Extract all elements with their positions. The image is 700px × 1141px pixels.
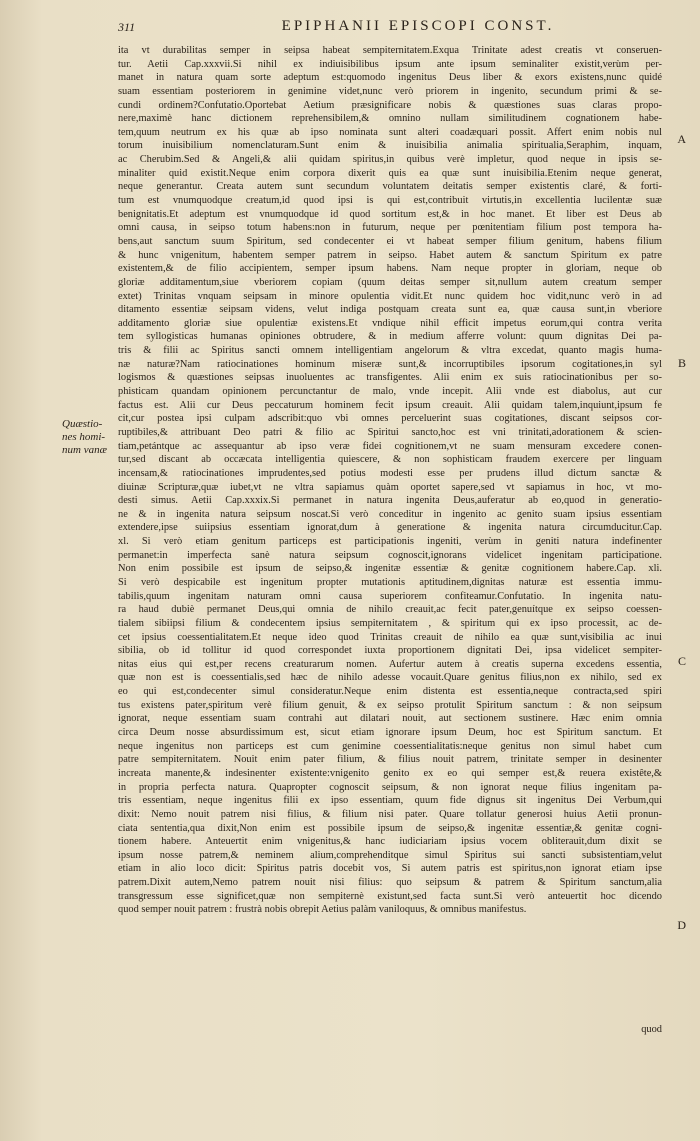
section-letter-a: A [677, 132, 686, 146]
text-line: transgressum esse significet,quæ non sempiternè existunt,sed facta sunt.Si verò anteuertit hoc dicendo [118, 890, 662, 902]
text-line: dixit: Nemo nouit patrem nisi filius, & filium nisi pater. Quare tollatur generosi huius Aetii pronun- [118, 808, 662, 820]
section-letter-c: C [677, 654, 686, 668]
text-line: sibilia, ob id tollitur id quod correspondet iuxta proportionem dignitati Dei, ipsa videlicet sempiter- [118, 645, 662, 657]
text-line: extendere,ipse suiipsius essentiam ignorat,dum à generatione & ingenita natura circumducitur.Cap. [118, 522, 662, 534]
text-line: logismos & quæstiones seipsas inuoluentes ac transfigentes. Alii enim ex suis ratiocinationibus per so- [118, 372, 662, 384]
text-line: quæ non est is coessentialis,sed hæc de nihilo adesse vocauit.Quare genitus filius,non ex nihilo, sed ex [118, 672, 662, 684]
text-line: existentem,& de filio accipientem, semper ipsum habens. Nam neque propter in gloriam, neque ob [118, 263, 662, 275]
section-letter-b: B [677, 356, 686, 370]
text-line: ita vt durabilitas semper in seipsa habeat sempiternitatem.Exqua Trinitate adest creatis vt conseruen- [118, 45, 662, 56]
text-line: ne & in ingenita natura seipsum noscat.Si verò conceditur in ingenito ac genito suam ipsius essentiam [118, 508, 662, 520]
text-line: Si verò despicabile est ingenitum propter mutationis aptitudinem,dignitas naturæ est essentia immu- [118, 576, 662, 588]
text-line: neque generantur. Creata autem sunt secundum voluntatem deitatis semper existentis claré, & forti- [118, 181, 662, 193]
text-line: tem,quum neutrum ex his quæ ab ipso nominata sunt alteri coadæquari possit. Affert enim nobis nul [118, 126, 662, 138]
text-line: desti simus. Aetii Cap.xxxix.Si permanet in natura ingenita Deus,auferatur ab eo,quod in generatio- [118, 495, 662, 507]
text-line: quod semper nouit patrem : frustrà nobis obrepit Aetius palàm vaniloquus, & omnibus manifestus. [118, 904, 527, 916]
text-line: patrem.Dixit autem,Nemo patrem nouit nisi filius: quo seipsum & patrem & Spiritum sanctum,alia [118, 877, 662, 889]
folio-number: 311 [118, 20, 136, 34]
text-line: circa Deum nosse absurdissimum est, sicut etiam ignorare ipsum Deum, hoc est Spiritum sanctum. Et [118, 727, 662, 739]
text-line: cet ipsius coessentialitatem.Et neque ideo quod Trinitas creauit de nihilo ea quæ sunt,visibilia ac inui [118, 631, 662, 643]
running-head: EPIPHANII EPISCOPI CONST. [281, 18, 555, 34]
text-line: extet) Trinitas vnquam seipsam in minore opulentia vidit.Et nunc quidem hoc vidit,nunc verò in ad [118, 290, 662, 302]
text-line: eo qui est,condecenter simul consideratur.Neque enim distenta est essentia,neque contracta,sed spiri [118, 686, 662, 698]
text-line: phisticam quandam opinionem percunctantur de malo, vnde incepit. Alii vnde est diabolus, aut cur [118, 386, 662, 398]
text-line: incensam,& ratiocinationes imprudentes,sed potius modesti esse per prudens illud dictum sanctæ & [118, 467, 662, 479]
text-line: ditamento essentiæ seipsam videns, velut indiga postquam creata sunt ea, quæ causa sunt,in vberiore [118, 304, 662, 316]
text-line: bens,aut sanctum suum Spiritum, sed condecenter ei vt habeat semper filium genitum, habens filium [118, 235, 662, 247]
text-line: minaliter quid existit.Neque enim corpora dixerit quis ea quæ sunt inuisibilia.Etenim neque generat, [118, 167, 662, 179]
text-line: patre sempiternitatem. Nouit enim pater filium, & filius nouit patrem, trinitate semper in desinenter [118, 754, 662, 766]
page-header [118, 18, 678, 40]
margin-note-line: Quæstio- [62, 418, 103, 430]
text-line: ipsum nosse patrem,& neminem alium,comprehenditque simul Spiritus sui sancti subsistentiam,velut [118, 849, 662, 861]
text-line: omni causa, in seipso totum habens:non in futurum, neque per pœnitentiam filium post tempora ha- [118, 222, 662, 234]
text-line: ciata sententia,qua dixit,Non enim est possibile ipsum de seipso,& ingenitæ essentiæ,& genitæ cogni- [118, 822, 662, 834]
text-line: tris & filii ac Spiritus sancti omnem intelligentiam angelorum & vltra excedat, quanto magis huma- [118, 345, 662, 357]
text-line: nitas eius qui est,per recens creaturarum nomen. Aufertur autem à creatis superna excedens essentia, [118, 658, 662, 670]
text-line: increata manente,& indesinenter existente:vnigenito genito ex eo qui semper est,& reuera existête,& [118, 767, 662, 779]
text-line: tem syllogisticas humanas opiniones obtrudere, & in medium afferre volunt: quum dignitas Dei pa- [118, 331, 662, 343]
text-line: tur. Aetii Cap.xxxvii.Si nihil ex indiuisibilibus ipsum ante ipsum seminaliter existit,verùm per- [118, 58, 662, 70]
text-line: suam essentiam posteriorem in genimine videt,nunc verò priorem in ingenito, secundum primi & se- [118, 85, 662, 97]
margin-note-line: nes homi- [62, 431, 106, 443]
text-line: tionem habere. Anteuertit enim vnigenitus,& hanc iudiciariam ipsius vocem obliterauit,dum dixit se [118, 836, 662, 848]
text-line: cit,cur postea ipsi culpam adscribit:quo vbi omnes perceluerint suas cogitationes, discant seipsos cor- [118, 413, 662, 425]
text-line: & hunc vnigenitum, habentem semper patrem in seipso. Habet autem & sanctum Spiritum ex patre [118, 249, 662, 261]
text-line: tus existens pater,spiritum verè filium genuit, & ex seipso protulit Spiritum sanctum : & non seipsum [118, 699, 662, 711]
text-line: permanet:in imperfecta sanè natura seipsum cognoscit,ignorans videlicet ingenitam participatione. [118, 549, 662, 561]
text-line: næ naturæ?Nam ratiocinationes hominum miseræ sunt,& incorruptibiles ipsorum cogitationes,in syl [118, 358, 662, 370]
text-line: factus est. Alii cur Deus peccaturum hominem fecit ipsum creauit. Alii quidam talem,inquiunt,ipsum fe [118, 399, 662, 411]
catchword: quod [641, 1024, 662, 1035]
margin-note-line: num vanæ [62, 444, 107, 456]
text-line: in propria perfecta natura. Quapropter cognoscit seipsum, & non ignorat neque filius ingenitam pa- [118, 781, 662, 793]
text-line: gloriæ additamentum,siue vberiorem copiam (quum deitas semper sit,nullum autem creatum semper [118, 276, 662, 288]
text-line: tialem sibiipsi filium & condecentem ipsius sempiternitatem , & spiritum qui ex ipso processit, ac de- [118, 617, 662, 629]
text-line: Non enim possibile est ipsum de seipso,& ingenitæ essentiæ & genitæ cognitionem habere.Cap. xli. [118, 563, 662, 575]
text-line: ruptibiles,& attribuant Deo patri & filio ac Spiritui sancto,hoc est vni trinitati,adorationem & scien- [118, 426, 662, 438]
text-line: torum inuisibilium nomenclaturam.Sunt enim & inuisibilia animalia spiritualia,Seraphim, inquam, [118, 140, 662, 152]
text-line: cundi ordinem?Confutatio.Oportebat Aetium præsignificare nobis & quæstiones suas claras propo- [118, 99, 662, 111]
text-line: tum est vnumquodque creatum,id quod ipsi is qui est,contribuit virtutis,in excellentia lucilentæ suæ [118, 195, 662, 207]
text-line: etiam in alio loco dicit: Spiritus patris docebit vos, Si autem patris est spiritus,non ignorat etiam ipse [118, 863, 662, 875]
text-line: tabilis,quum ingenitam naturam omni causa superiorem confiteamur.Confutatio. In ingenita natu- [118, 590, 662, 602]
text-line: manet in natura quam sorte adeptum est:quomodo ingenitus Deus liber & exors existens,nunc quidé [118, 72, 662, 84]
text-line: ignorat, neque essentiam suam contrahi aut dilatari nouit, aut sectionem sustinere. Hæc enim omnia [118, 713, 662, 725]
text-line: tiam,petántque ac assequantur ab ipso veræ fidei cognitionem,vt ne suam mensuram excedere conen- [118, 440, 662, 452]
body-text [118, 44, 662, 1024]
text-line: xl. Si verò etiam genitum particeps est participationis ingeniti, verùm in geniti natura indefinenter [118, 536, 662, 548]
text-line: benignitatis.Et adeptum est vnumquodque id quod sortitum est,& in hoc manet. Et liber est Deus ab [118, 208, 662, 220]
text-line: nere,maximè hanc dictionem reprehensibilem,& omnino nullam similitudinem cognationem habe- [118, 113, 662, 125]
text-line: diuinæ Scripturæ,quæ iubet,vt ne vltra sapiamus quàm oportet sapere,sed vt sapiamus in hoc, vt mo- [118, 481, 662, 493]
text-line: additamento gloriæ siue opulentiæ existens.Et vndique nihil efficit impetus eorum,qui contra verita [118, 317, 662, 329]
margin-note [62, 418, 114, 457]
text-line: tur,sed discant ab occæcata intelligentia quiescere, & non sophisticam fraudem exercere per linguam [118, 454, 662, 466]
text-line: ra haud dubiè permanet Deus,qui omnia de nihilo creauit,ac fecit pater,genuítque ex seipso coessen- [118, 604, 662, 616]
section-letter-d: D [677, 918, 686, 932]
text-line: ac Cherubim.Sed & Angeli,& alii quidam spiritus,in quibus verè impletur, quod neque in ipsis se- [118, 154, 662, 166]
text-line: neque ingenitus non particeps est cum genimine coessentialitatis:neque genitus non simul habet cum [118, 740, 662, 752]
text-line: tris essentiam, neque ingenitus filii ex ipso essentiam, quum fide dignus sit ingenitus Dei Verbum,qui [118, 795, 662, 807]
